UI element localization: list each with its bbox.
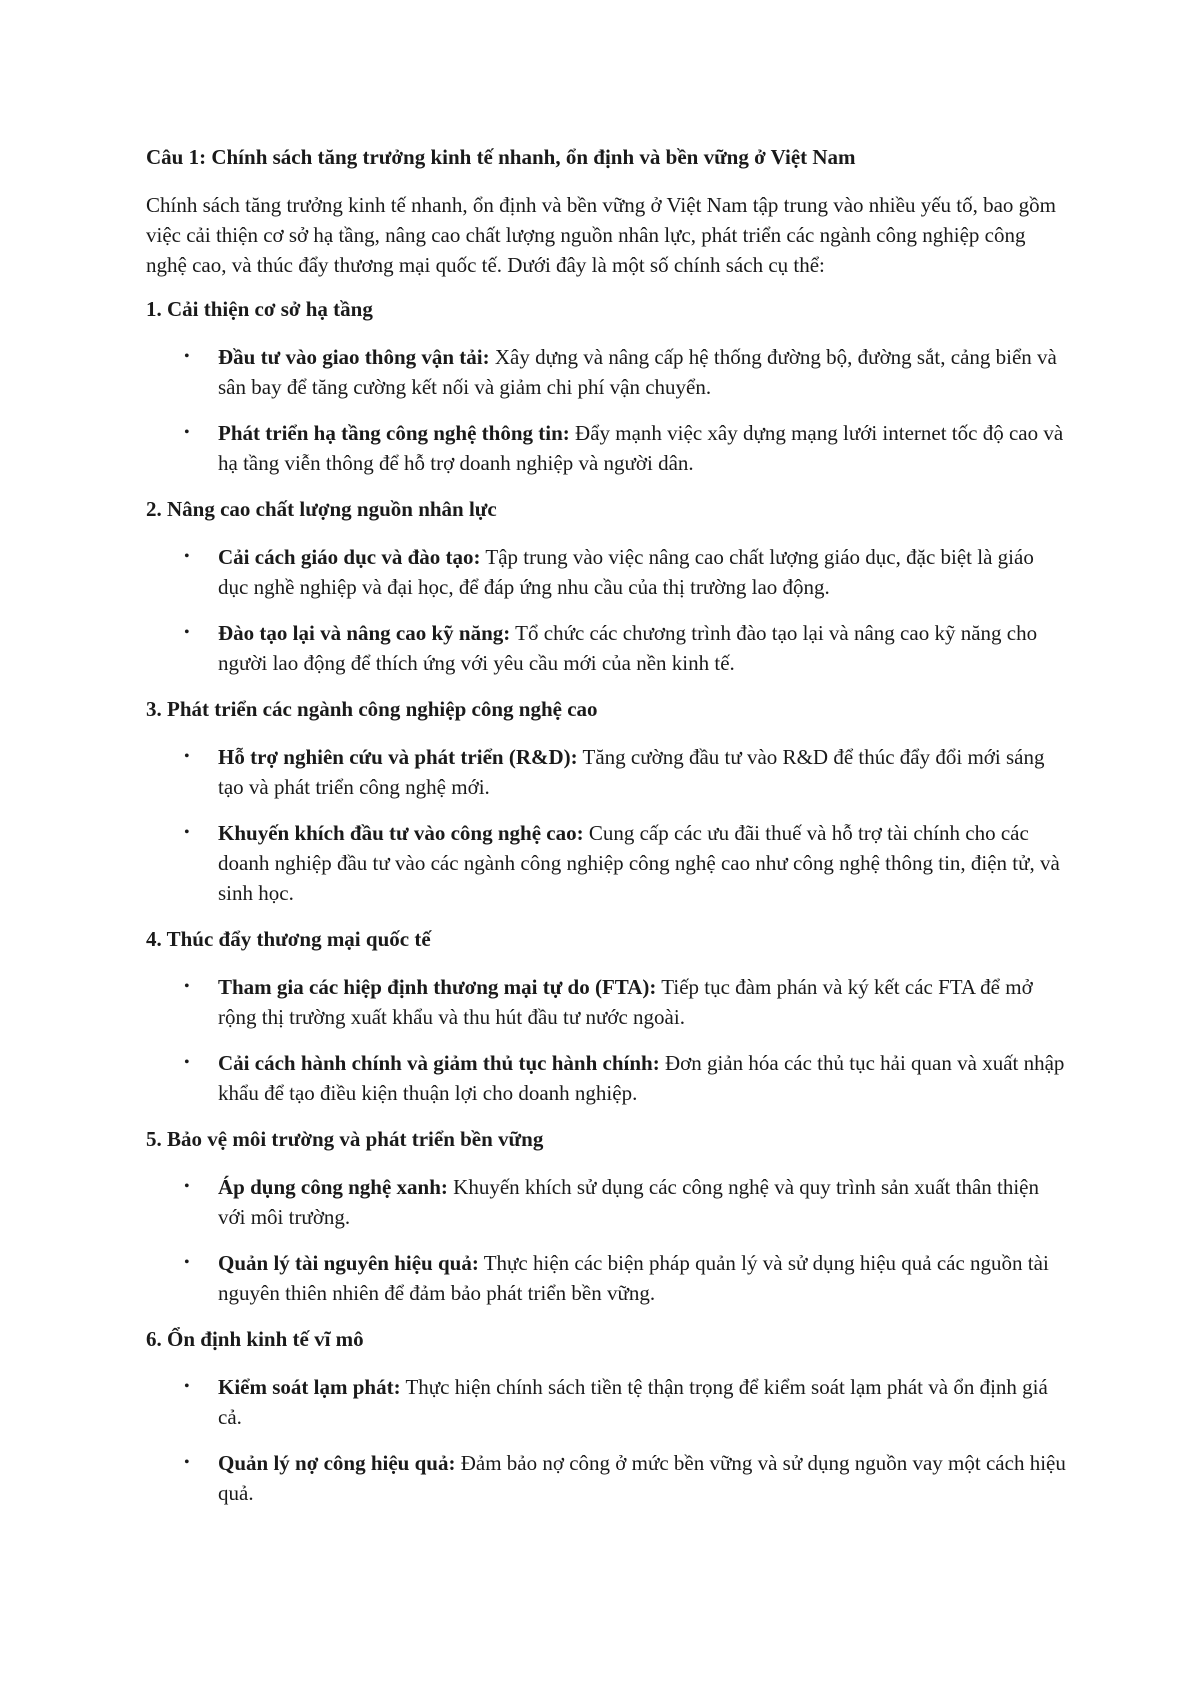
bullet-text: Tập trung vào việc nâng cao chất lượng giáo dục, đặc biệt là giáo dục nghề nghiệp và đại học, để đáp ứng nhu cầu của thị trường lao động.: [218, 545, 1034, 599]
bullet-term: Áp dụng công nghệ xanh:: [218, 1175, 448, 1199]
intro-paragraph: Chính sách tăng trưởng kinh tế nhanh, ổn định và bền vững ở Việt Nam tập trung vào nhiều yếu tố, bao gồm việc cải thiện cơ sở hạ tầng, nâng cao chất lượng nguồn nhân lực, phát triển các ngành công nghiệp công nghệ cao, và thúc đẩy thương mại quốc tế. Dưới đây là một số chính sách cụ thể:: [146, 193, 1057, 277]
bullet-term: Quản lý tài nguyên hiệu quả:: [218, 1251, 479, 1275]
list-item: [146, 818, 1066, 908]
bullet-icon: •: [184, 1454, 190, 1471]
list-item: [146, 1372, 1066, 1432]
section-heading: 2. Nâng cao chất lượng nguồn nhân lực: [146, 497, 497, 521]
list-item: [146, 342, 1066, 402]
bullet-icon: •: [184, 348, 190, 365]
bullet-term: Kiểm soát lạm phát:: [218, 1375, 401, 1399]
section-1: [146, 294, 1066, 478]
bullet-icon: •: [184, 548, 190, 565]
bullet-list: [146, 542, 1066, 678]
list-item: [146, 418, 1066, 478]
bullet-list: [146, 342, 1066, 478]
list-item: [146, 972, 1066, 1032]
bullet-icon: •: [184, 748, 190, 765]
section-heading: 4. Thúc đẩy thương mại quốc tế: [146, 927, 431, 951]
section-3: [146, 694, 1066, 908]
bullet-list: [146, 742, 1066, 908]
list-item: [146, 1248, 1066, 1308]
bullet-icon: •: [184, 1378, 190, 1395]
bullet-list: [146, 1172, 1066, 1308]
bullet-text: Thực hiện các biện pháp quản lý và sử dụng hiệu quả các nguồn tài nguyên thiên nhiên để đảm bảo phát triển bền vững.: [218, 1251, 1049, 1305]
bullet-text: Đẩy mạnh việc xây dựng mạng lưới internet tốc độ cao và hạ tầng viễn thông để hỗ trợ doanh nghiệp và người dân.: [218, 421, 1064, 475]
bullet-list: [146, 972, 1066, 1108]
section-4: [146, 924, 1066, 1108]
list-item: [146, 618, 1066, 678]
list-item: [146, 1172, 1066, 1232]
document-page: [146, 142, 1066, 1524]
bullet-icon: •: [184, 978, 190, 995]
bullet-icon: •: [184, 424, 190, 441]
bullet-term: Cải cách giáo dục và đào tạo:: [218, 545, 481, 569]
bullet-term: Cải cách hành chính và giảm thủ tục hành chính:: [218, 1051, 660, 1075]
bullet-text: Tổ chức các chương trình đào tạo lại và nâng cao kỹ năng cho người lao động để thích ứng với yêu cầu mới của nền kinh tế.: [218, 621, 1038, 675]
bullet-list: [146, 1372, 1066, 1508]
list-item: [146, 542, 1066, 602]
bullet-text: Tăng cường đầu tư vào R&D để thúc đẩy đổi mới sáng tạo và phát triển công nghệ mới.: [218, 745, 1045, 799]
bullet-text: Đảm bảo nợ công ở mức bền vững và sử dụng nguồn vay một cách hiệu quả.: [218, 1451, 1066, 1505]
section-6: [146, 1324, 1066, 1508]
sections-container: [146, 294, 1066, 1508]
bullet-text: Cung cấp các ưu đãi thuế và hỗ trợ tài chính cho các doanh nghiệp đầu tư vào các ngành công nghiệp công nghệ cao như công nghệ thông tin, điện tử, và sinh học.: [218, 821, 1060, 905]
section-heading: 1. Cải thiện cơ sở hạ tầng: [146, 297, 373, 321]
section-heading: 3. Phát triển các ngành công nghiệp công nghệ cao: [146, 697, 598, 721]
bullet-term: Khuyến khích đầu tư vào công nghệ cao:: [218, 821, 584, 845]
bullet-text: Thực hiện chính sách tiền tệ thận trọng để kiểm soát lạm phát và ổn định giá cả.: [218, 1375, 1048, 1429]
bullet-text: Xây dựng và nâng cấp hệ thống đường bộ, đường sắt, cảng biển và sân bay để tăng cường kết nối và giảm chi phí vận chuyển.: [218, 345, 1057, 399]
bullet-icon: •: [184, 1178, 190, 1195]
bullet-text: Đơn giản hóa các thủ tục hải quan và xuất nhập khẩu để tạo điều kiện thuận lợi cho doanh nghiệp.: [218, 1051, 1065, 1105]
section-2: [146, 494, 1066, 678]
bullet-term: Hỗ trợ nghiên cứu và phát triển (R&D):: [218, 745, 578, 769]
bullet-icon: •: [184, 824, 190, 841]
bullet-icon: •: [184, 1254, 190, 1271]
bullet-text: Tiếp tục đàm phán và ký kết các FTA để mở rộng thị trường xuất khẩu và thu hút đầu tư nước ngoài.: [218, 975, 1033, 1029]
section-5: [146, 1124, 1066, 1308]
section-heading: 5. Bảo vệ môi trường và phát triển bền vững: [146, 1127, 544, 1151]
bullet-term: Quản lý nợ công hiệu quả:: [218, 1451, 456, 1475]
document-title: Câu 1: Chính sách tăng trưởng kinh tế nhanh, ổn định và bền vững ở Việt Nam: [146, 145, 856, 169]
list-item: [146, 1448, 1066, 1508]
list-item: [146, 1048, 1066, 1108]
bullet-term: Tham gia các hiệp định thương mại tự do (FTA):: [218, 975, 657, 999]
bullet-text: Khuyến khích sử dụng các công nghệ và quy trình sản xuất thân thiện với môi trường.: [218, 1175, 1039, 1229]
section-heading: 6. Ổn định kinh tế vĩ mô: [146, 1327, 364, 1351]
list-item: [146, 742, 1066, 802]
bullet-term: Đầu tư vào giao thông vận tải:: [218, 345, 490, 369]
bullet-icon: •: [184, 1054, 190, 1071]
bullet-term: Phát triển hạ tầng công nghệ thông tin:: [218, 421, 570, 445]
bullet-icon: •: [184, 624, 190, 641]
bullet-term: Đào tạo lại và nâng cao kỹ năng:: [218, 621, 511, 645]
